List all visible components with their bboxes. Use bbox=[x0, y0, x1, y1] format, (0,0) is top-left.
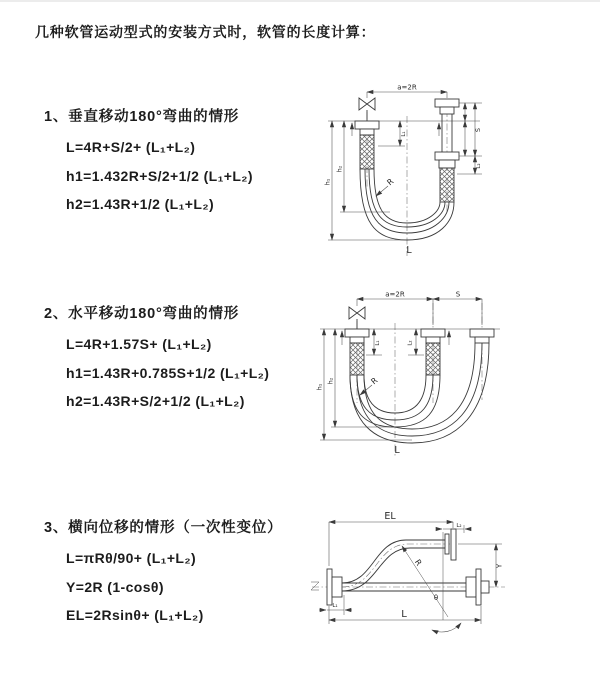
break-symbol bbox=[311, 582, 319, 590]
dim-label-h1: h₁ bbox=[323, 178, 332, 186]
dim-label-h2: h₂ bbox=[335, 165, 344, 173]
dim-label-h1: h₁ bbox=[315, 383, 324, 391]
radius-callout bbox=[360, 376, 380, 395]
diagram-lateral-displacement bbox=[298, 502, 598, 652]
dimension-el bbox=[329, 511, 453, 566]
valve-icon bbox=[359, 98, 375, 121]
radius-label: R bbox=[369, 375, 380, 387]
left-flange-fitting bbox=[355, 121, 379, 169]
valve-icon bbox=[349, 307, 365, 329]
formula-h2: h2=1.43R+S/2+1/2 (L₁+L₂) bbox=[66, 393, 245, 410]
dimension-l2 bbox=[457, 156, 482, 174]
dim-label-h2: h₂ bbox=[326, 377, 335, 385]
radius-label: R bbox=[412, 557, 424, 568]
braided-hose-section bbox=[350, 343, 364, 375]
dim-label-el: EL bbox=[384, 511, 396, 522]
left-flange-fitting bbox=[345, 329, 369, 375]
radius-label: R bbox=[385, 176, 396, 188]
angle-label: θ bbox=[433, 594, 439, 602]
section-3-heading: 3、横向位移的情形（一次性变位） bbox=[44, 520, 283, 536]
dimension-l bbox=[329, 606, 481, 624]
dim-label-l1: L₁ bbox=[375, 340, 381, 346]
dim-label-l: L bbox=[401, 609, 407, 620]
left-flange-fitting bbox=[327, 569, 342, 605]
dim-label-l2: L₂ bbox=[407, 340, 414, 346]
dimension-a-2r bbox=[357, 291, 433, 326]
dim-label-y: Y bbox=[495, 563, 504, 569]
upper-flange-fitting bbox=[445, 529, 456, 560]
formula-L: L=4R+1.57S+ (L₁+L₂) bbox=[66, 336, 212, 353]
radius-callout bbox=[376, 177, 396, 196]
dimension-l1 bbox=[378, 121, 407, 146]
formula-Y: Y=2R (1-cosθ) bbox=[66, 578, 164, 595]
braided-hose-section bbox=[440, 168, 454, 202]
dimension-s bbox=[459, 103, 482, 156]
formula-EL: EL=2Rsinθ+ (L₁+L₂) bbox=[66, 607, 204, 624]
dimension-a-2r bbox=[367, 84, 447, 99]
length-label: L bbox=[406, 245, 412, 256]
dim-label-s: S bbox=[474, 127, 482, 133]
hose-u-curves-position2 bbox=[350, 343, 489, 443]
dimension-s bbox=[433, 291, 482, 326]
formula-h1: h1=1.432R+S/2+1/2 (L₁+L₂) bbox=[66, 167, 253, 184]
braided-hose-section bbox=[360, 135, 374, 169]
dim-label-l1: L₁ bbox=[401, 131, 407, 137]
page-title: 几种软管运动型式的安装方式时，软管的长度计算： bbox=[35, 24, 376, 40]
diagram-vertical-u-bend bbox=[312, 74, 592, 259]
dim-label-s: S bbox=[455, 290, 461, 299]
section-horizontal-movement bbox=[44, 302, 269, 416]
formula-h1: h1=1.43R+0.785S+1/2 (L₁+L₂) bbox=[66, 364, 270, 381]
braided-hose-section bbox=[426, 343, 440, 375]
diagram-horizontal-u-bend bbox=[308, 285, 598, 465]
dim-label-l2: L₂ bbox=[456, 523, 462, 529]
length-label: L bbox=[394, 445, 400, 456]
right-flange-fitting bbox=[466, 569, 489, 605]
dim-label-l2: L₂ bbox=[476, 163, 482, 169]
formula-L: L=πRθ/90+ (L₁+L₂) bbox=[66, 550, 197, 567]
dim-label-l1: L₁ bbox=[332, 603, 338, 609]
formula-L: L=4R+S/2+ (L₁+L₂) bbox=[66, 139, 196, 156]
formula-h2: h2=1.43R+1/2 (L₁+L₂) bbox=[66, 196, 215, 213]
section-vertical-movement bbox=[44, 105, 253, 219]
section-lateral-displacement bbox=[44, 516, 282, 630]
dim-label-a2r: a=2R bbox=[397, 83, 417, 92]
middle-flange-fitting bbox=[421, 329, 445, 375]
shifted-flange-fitting bbox=[470, 329, 494, 343]
dim-label-a2r: a=2R bbox=[385, 290, 405, 299]
section-1-heading: 1、垂直移动180°弯曲的情形 bbox=[44, 109, 240, 125]
dimension-l1 bbox=[319, 595, 352, 615]
section-2-heading: 2、水平移动180°弯曲的情形 bbox=[44, 306, 240, 322]
